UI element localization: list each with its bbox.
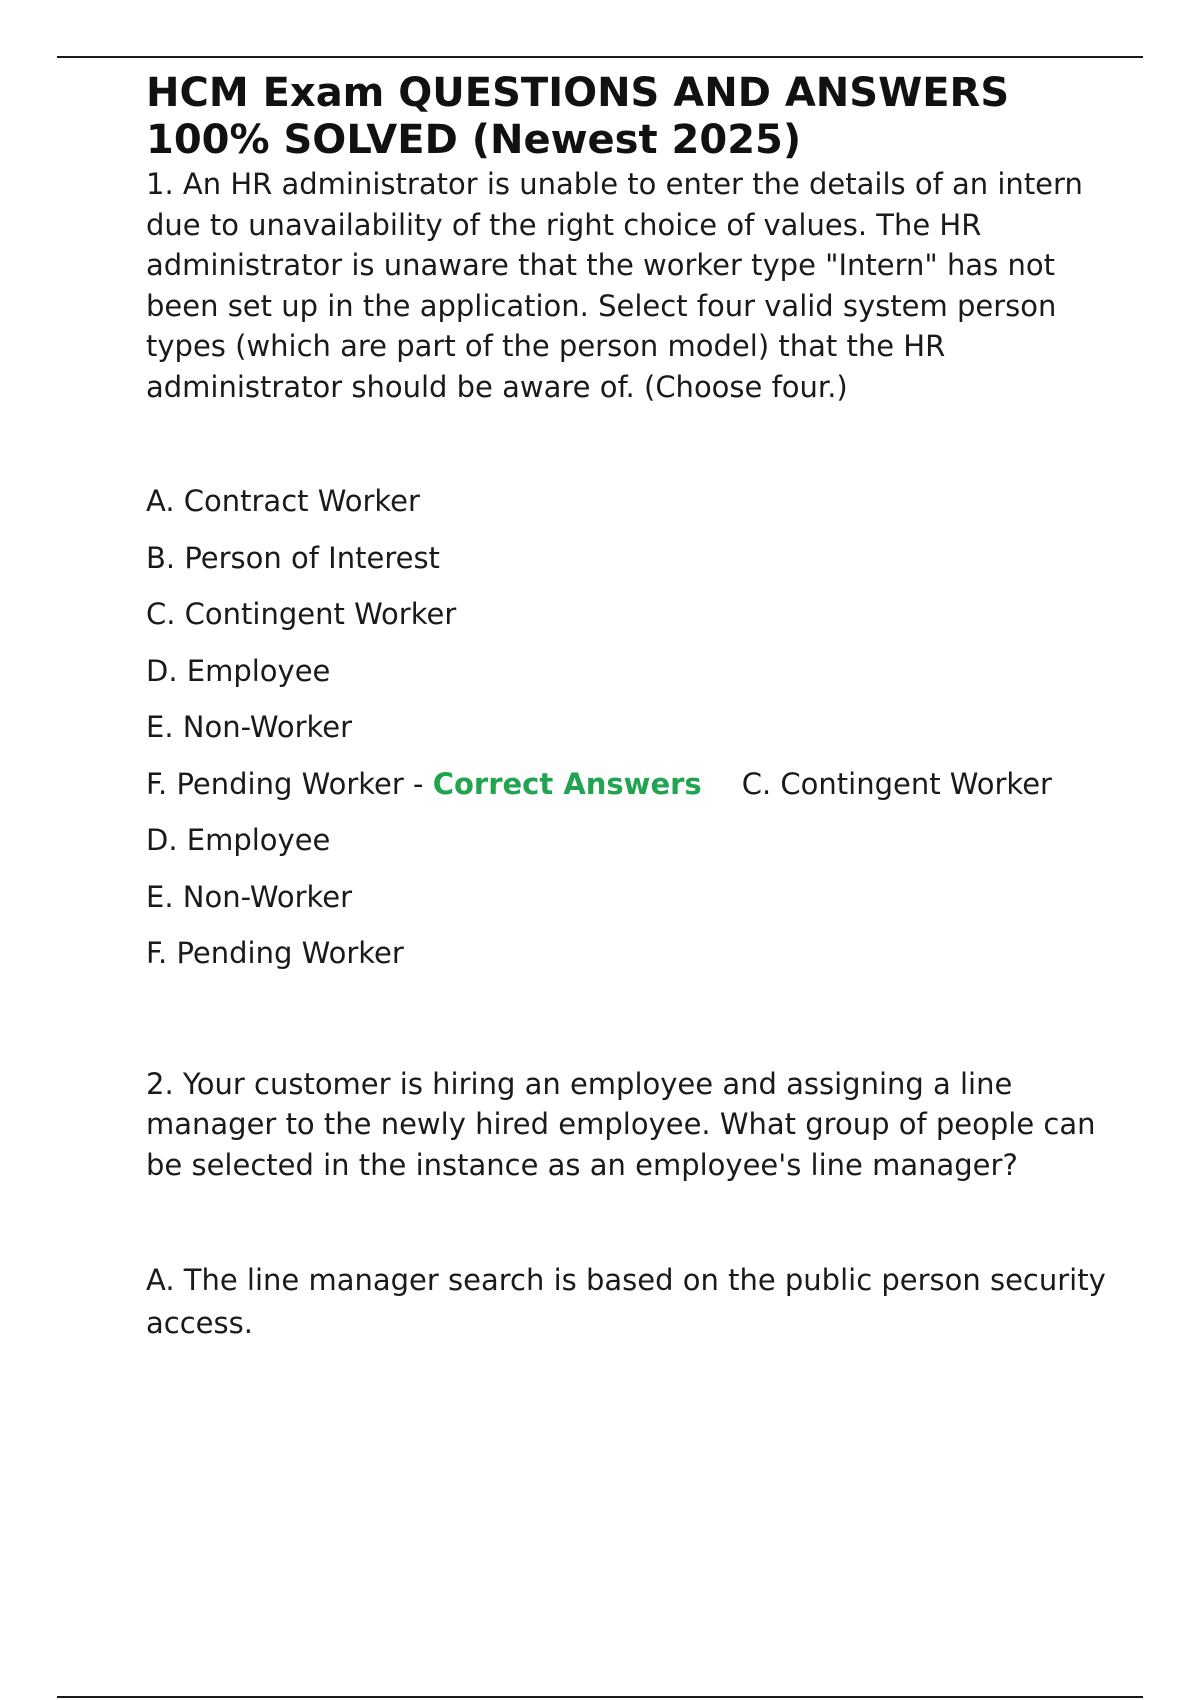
- q1-answer-first: C. Contingent Worker: [741, 766, 1052, 801]
- q1-answer-d: D. Employee: [146, 823, 331, 857]
- spacer: [146, 1185, 1106, 1259]
- spacer: [146, 407, 1106, 481]
- q1-option-a: A. Contract Worker: [146, 484, 420, 518]
- correct-answers-label: Correct Answers: [432, 766, 702, 801]
- bottom-rule: [57, 1696, 1143, 1698]
- top-rule: [57, 56, 1143, 58]
- q1-answer-f: F. Pending Worker: [146, 936, 404, 970]
- q1-answer-e: E. Non-Worker: [146, 879, 353, 914]
- document-title: HCM Exam QUESTIONS AND ANSWERS 100% SOLVED (Newest 2025): [146, 70, 1010, 163]
- spacer: [146, 990, 1106, 1064]
- q2-option-a: A. The line manager search is based on the public person security access.: [146, 1263, 1106, 1340]
- q1-option-d: D. Employee: [146, 653, 331, 688]
- q1-option-c: C. Contingent Worker: [146, 597, 457, 631]
- q1-option-b: B. Person of Interest: [146, 540, 440, 575]
- q1-option-f-with-answer: [146, 764, 1106, 805]
- document-body: [146, 70, 1106, 1345]
- q1-option-e: E. Non-Worker: [146, 710, 353, 744]
- question-1-text: 1. An HR administrator is unable to enter the details of an intern due to unavailability of the right choice of values. The HR administrator is unaware that the worker type "Intern" has not been set up in the application. Select four valid system person types (which are part of the person model) that the HR administrator should be aware of. (Choose four.): [146, 167, 1083, 404]
- question-2-text: 2. Your customer is hiring an employee and assigning a line manager to the newly hired employee. What group of people can be selected in the instance as an employee's line manager?: [146, 1066, 1096, 1182]
- q1-option-f-prefix: F. Pending Worker -: [146, 766, 433, 801]
